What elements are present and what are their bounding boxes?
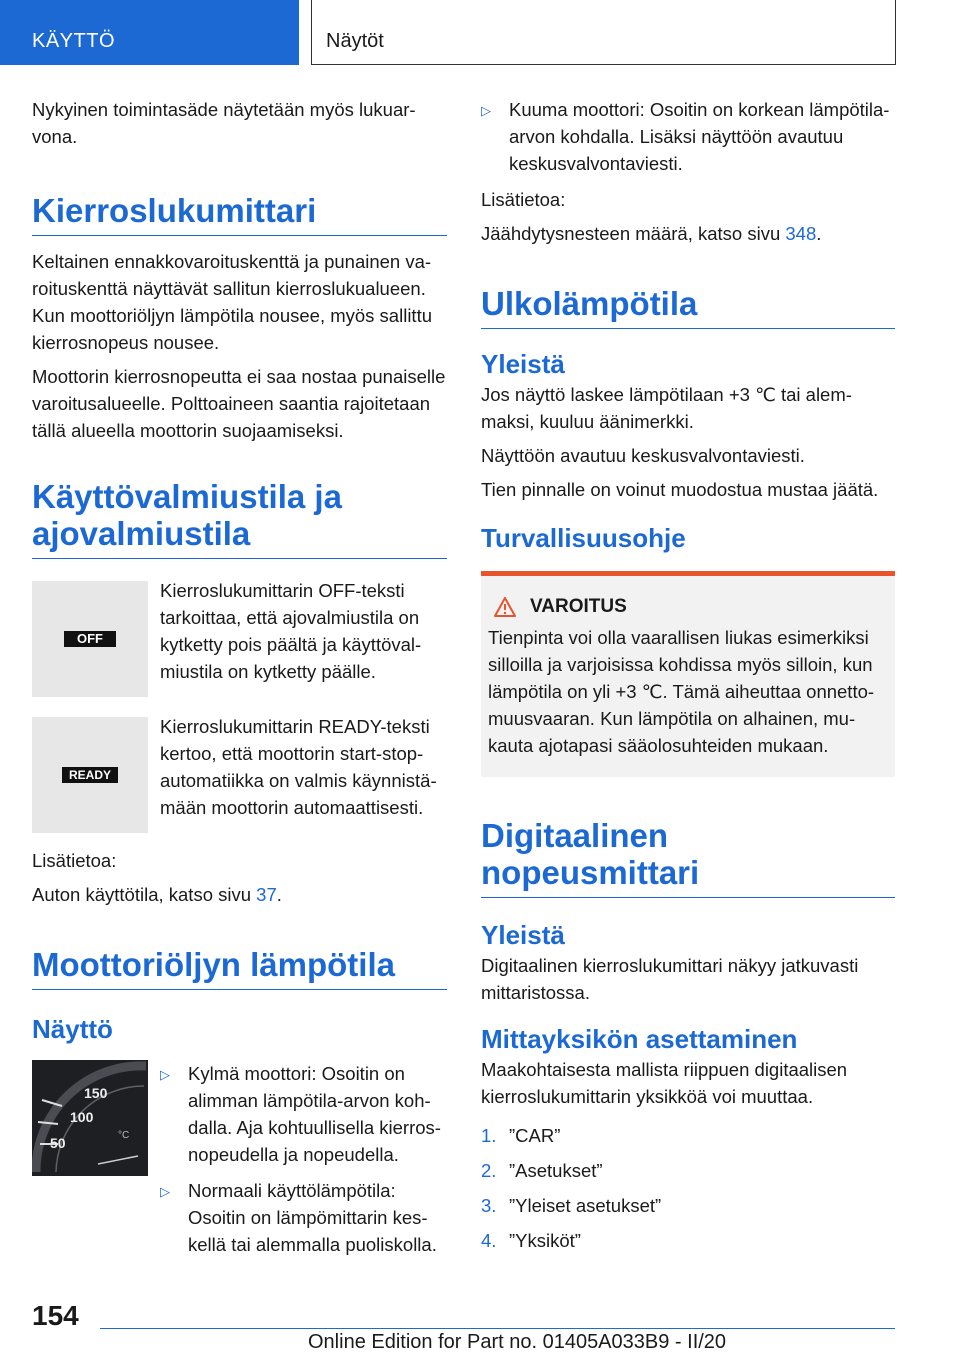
subheading-safety: Turvallisuusohje [481,523,686,553]
ready-row [32,717,447,833]
gauge-unit: °C [118,1130,130,1141]
off-display-image [32,581,148,697]
subheading-unit-setting: Mittayksikön asettaminen [481,1024,798,1054]
heading-oil-temp: Moottoriöljyn lämpötila [32,946,447,990]
outside-paragraph-2: Näyttöön avautuu keskusvalvontaviesti. [481,445,805,466]
section-title: KÄYTTÖ [32,30,116,52]
triangle-bullet-icon: ▷ [481,103,491,118]
warning-box [481,571,895,777]
triangle-bullet-icon: ▷ [160,1067,170,1082]
bullet-hot: ▷ Kuuma moottori: Osoitin on korkean lämpötila-arvon kohdalla. Lisäksi näyttöön avautuu keskusvalvontaviesti. [481,96,895,177]
warning-text: Tienpinta voi olla vaarallisen liukas esimerkiksi silloilla ja varjoisissa kohdissa myös silloin, kun lämpötila on yli +3 ℃. Tämä aiheuttaa onnettomuusvaaran. Kun lämpötila on alhainen, mukauta ajotapasi sääolosuhteiden mukaan. [488,627,875,756]
off-badge: OFF [64,631,116,647]
cross-reference-right: Jäähdytysnesteen määrä, katso sivu 348. [481,223,822,244]
ready-badge: READY [62,767,118,783]
heading-rpm: Kierroslukumittari [32,192,447,236]
digital-paragraph-2: Maakohtaisesta mallista riippuen digitaalisen kierroslukumittarin yksikköä voi muuttaa. [481,1059,848,1107]
more-info-label: Lisätietoa: [32,850,117,871]
bullet-cold: ▷ Kylmä moottori: Osoitin on alimman lämpötila-arvon kohdalla. Aja kohtuullisella kierrosnopeudella ja nopeudella. [160,1060,447,1168]
off-row [32,581,447,697]
list-item: 3. ”Yleiset asetukset” [481,1195,662,1216]
subheading-display: Näyttö [32,1014,113,1044]
footer-edition: Online Edition for Part no. 01405A033B9 - II/20 [308,1331,727,1353]
gauge-label-50: 50 [50,1135,66,1151]
left-column [32,96,447,1267]
chapter-header [311,0,896,65]
subheading-general: Yleistä [481,349,565,379]
oil-temperature-gauge-image [32,1060,148,1176]
page-link-348[interactable]: 348 [785,223,817,244]
digital-paragraph-1: Digitaalinen kierroslukumittari näkyy jatkuvasti mittaristossa. [481,955,859,1003]
heading-digital-speedometer: Digitaalinen nopeusmittari [481,817,895,898]
warning-header [488,596,887,618]
list-item: 2. ”Asetukset” [481,1160,603,1181]
warning-title: VAROITUS [530,596,627,617]
page-link-37[interactable]: 37 [256,884,277,905]
oil-gauge-row [32,1060,447,1267]
outside-paragraph-3: Tien pinnalle on voinut muodostua mustaa jäätä. [481,479,879,500]
bullet-normal: ▷ Normaali käyttölämpötila: Osoitin on lämpömittarin keskellä tai alemmalla puoliskolla. [160,1177,447,1258]
gauge-label-100: 100 [70,1109,94,1125]
outside-paragraph-1: Jos näyttö laskee lämpötilaan +3 ℃ tai alemmaksi, kuuluu äänimerkki. [481,384,852,432]
footer-divider [100,1328,895,1329]
gauge-label-150: 150 [84,1085,108,1101]
page-number: 154 [32,1300,79,1331]
right-column [481,96,895,1262]
ready-display-image [32,717,148,833]
gauge-dial-icon [32,1060,148,1176]
section-tab [0,0,299,65]
triangle-bullet-icon: ▷ [160,1184,170,1199]
heading-ready-state: Käyttövalmiustila ja ajovalmiustila [32,478,447,559]
rpm-paragraph-1: Keltainen ennakkovaroituskenttä ja punainen varoituskenttä näyttävät sallitun kierroslukualueen. Kun moottoriöljyn lämpötila nousee, myös sallittu kierrosnopeus nousee. [32,251,432,353]
cross-reference: Auton käyttötila, katso sivu 37. [32,884,282,905]
rpm-paragraph-2: Moottorin kierrosnopeutta ei saa nostaa punaiselle varoitusalueelle. Polttoaineen saantia rajoitetaan tällä alueella moottorin suojaamiseksi. [32,366,446,441]
subheading-general-2: Yleistä [481,920,565,950]
heading-outside-temp: Ulkolämpötila [481,285,895,329]
chapter-title: Näytöt [326,30,384,52]
warning-triangle-icon [494,597,516,617]
off-description: Kierroslukumittarin OFF-teksti tarkoittaa, että ajovalmiustila on kytketty pois päältä ja käyttövalmiustila on kytketty päälle. [160,580,422,682]
list-item: 1. ”CAR” [481,1125,561,1146]
ready-description: Kierroslukumittarin READY-teksti kertoo, että moottorin start-stop-automatiikka on valmis käynnistämään moottorin automaattisesti. [160,716,437,818]
list-item: 4. ”Yksiköt” [481,1230,581,1251]
more-info-label-right: Lisätietoa: [481,189,566,210]
steps-list [481,1122,895,1254]
intro-paragraph: Nykyinen toimintasäde näytetään myös lukuarvona. [32,99,416,147]
oil-bullets [160,1060,447,1267]
